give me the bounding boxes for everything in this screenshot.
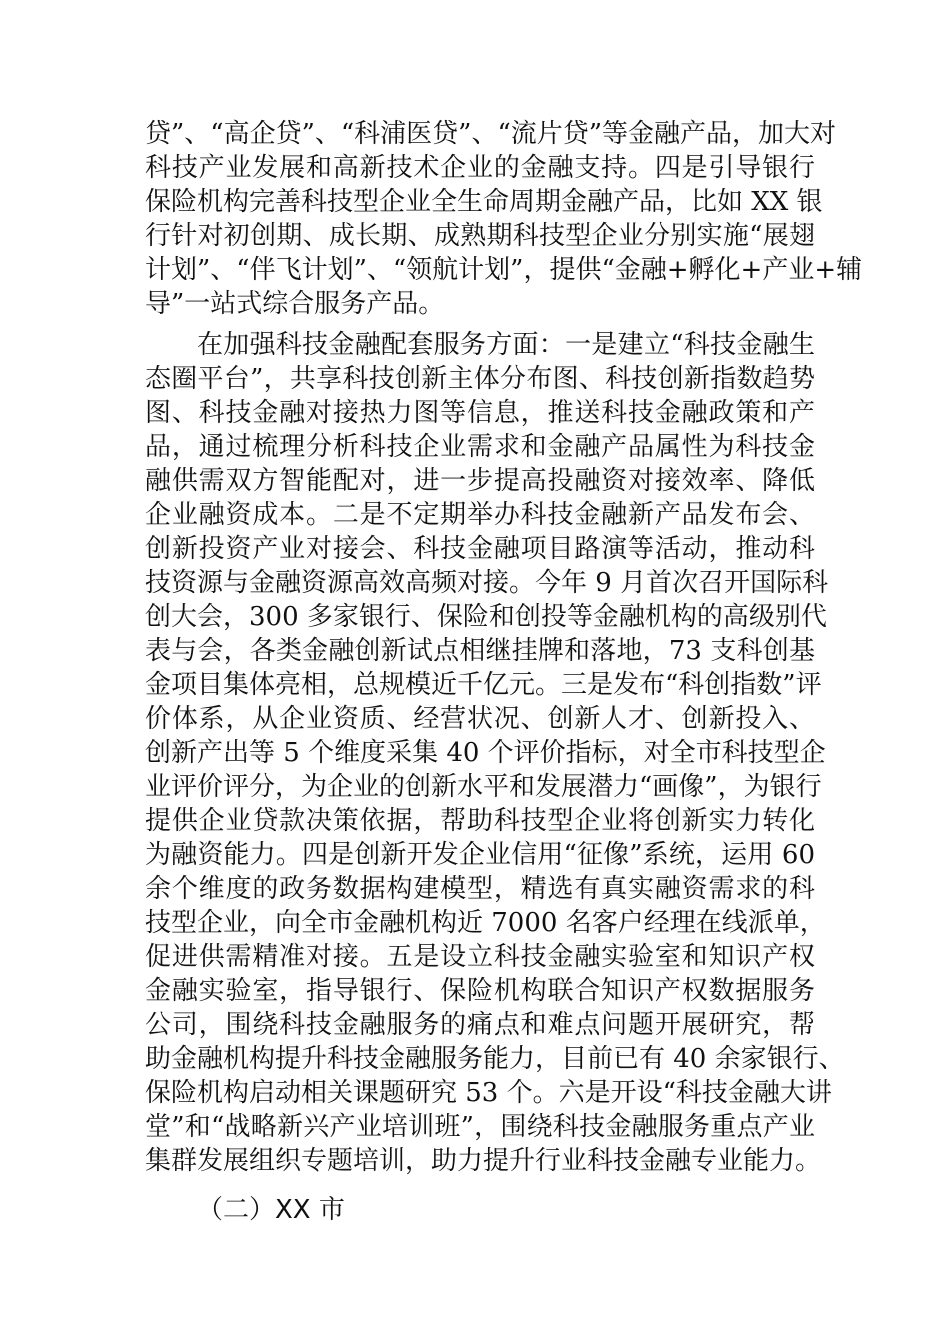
paragraph2-line-6: 企业融资成本。二是不定期举办科技金融新产品发布会、 — [145, 500, 815, 530]
paragraph2-line-10: 表与会，各类金融创新试点相继挂牌和落地，73 支科创基 — [145, 636, 815, 666]
paragraph1-line-6: 导”一站式综合服务产品。 — [145, 289, 445, 319]
paragraph2-line-18: 技型企业，向全市金融机构近 7000 名客户经理在线派单， — [145, 908, 826, 938]
paragraph2-line-16: 为融资能力。四是创新开发企业信用“征像”系统，运用 60 — [145, 840, 815, 870]
section-heading: （二）XX 市 — [197, 1195, 345, 1225]
paragraph2-line-12: 价体系，从企业资质、经营状况、创新人才、创新投入、 — [145, 704, 815, 734]
paragraph2-line-15: 提供企业贷款决策依据，帮助科技型企业将创新实力转化 — [145, 806, 815, 836]
paragraph2-line-9: 创大会，300 多家银行、保险和创投等金融机构的高级别代 — [145, 602, 827, 632]
paragraph1-line-3: 保险机构完善科技型企业全生命周期金融产品，比如 XX 银 — [145, 187, 823, 217]
paragraph2-line-25: 集群发展组织专题培训，助力提升行业科技金融专业能力。 — [145, 1146, 822, 1176]
paragraph2-line-24: 堂”和“战略新兴产业培训班”，围绕科技金融服务重点产业 — [145, 1112, 815, 1142]
paragraph1-line-5: 计划”、“伴飞计划”、“领航计划”，提供“金融+孵化+产业+辅 — [145, 255, 863, 285]
paragraph2-line-7: 创新投资产业对接会、科技金融项目路演等活动，推动科 — [145, 534, 815, 564]
paragraph1-line-2: 科技产业发展和高新技术企业的金融支持。四是引导银行 — [145, 153, 815, 183]
paragraph2-line-1: 在加强科技金融配套服务方面：一是建立“科技金融生 — [197, 330, 815, 360]
paragraph2-line-5: 融供需双方智能配对，进一步提高投融资对接效率、降低 — [145, 466, 815, 496]
paragraph1-line-1: 贷”、“高企贷”、“科浦医贷”、“流片贷”等金融产品，加大对 — [145, 119, 837, 149]
paragraph2-line-3: 图、科技金融对接热力图等信息，推送科技金融政策和产 — [145, 398, 815, 428]
paragraph2-line-13: 创新产出等 5 个维度采集 40 个评价指标，对全市科技型企 — [145, 738, 826, 768]
paragraph2-line-21: 公司，围绕科技金融服务的痛点和难点问题开展研究，帮 — [145, 1010, 815, 1040]
paragraph2-line-17: 余个维度的政务数据构建模型，精选有真实融资需求的科 — [145, 874, 815, 904]
paragraph2-line-4: 品，通过梳理分析科技企业需求和金融产品属性为科技金 — [145, 432, 815, 462]
paragraph2-line-14: 业评价评分，为企业的创新水平和发展潜力“画像”，为银行 — [145, 772, 822, 802]
paragraph2-line-11: 金项目集体亮相，总规模近千亿元。三是发布“科创指数”评 — [145, 670, 822, 700]
paragraph2-line-8: 技资源与金融资源高效高频对接。今年 9 月首次召开国际科 — [145, 568, 829, 598]
paragraph2-line-2: 态圈平台”，共享科技创新主体分布图、科技创新指数趋势 — [145, 364, 815, 394]
paragraph2-line-19: 促进供需精准对接。五是设立科技金融实验室和知识产权 — [145, 942, 815, 972]
paragraph2-line-20: 金融实验室，指导银行、保险机构联合知识产权数据服务 — [145, 976, 815, 1006]
paragraph2-line-23: 保险机构启动相关课题研究 53 个。六是开设“科技金融大讲 — [145, 1078, 832, 1108]
paragraph2-line-22: 助金融机构提升科技金融服务能力，目前已有 40 余家银行、 — [145, 1044, 845, 1074]
paragraph1-line-4: 行针对初创期、成长期、成熟期科技型企业分别实施“展翅 — [145, 221, 815, 251]
